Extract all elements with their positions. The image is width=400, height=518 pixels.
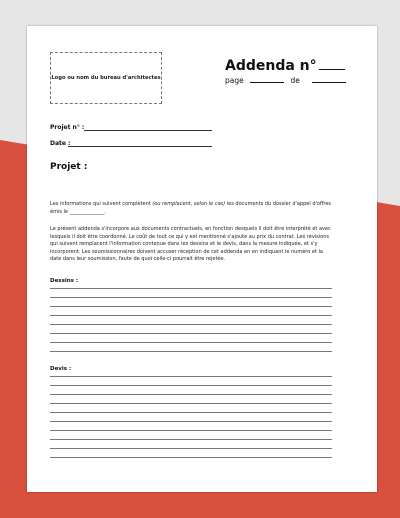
page-label: page [225, 76, 244, 85]
projet-number-label: Projet n° : [50, 124, 85, 131]
addenda-title-text: Addenda n° [225, 58, 317, 74]
devis-label: Devis : [50, 366, 72, 372]
addenda-title [225, 58, 345, 74]
projet-number-row [50, 124, 84, 131]
intro-text-part1: Les informations qui suivent complètent [50, 201, 153, 207]
conditions-paragraph: Le présent addenda s'incorpore aux documents contractuels, en fonction desquels il doit être interprété et avec lesquels il doit être coordonné. Le coût de tout ce qui y est mentionné s'ajoute au prix du contrat. Les révisions qui suivent remplacent l'information contenue dans les dessins et le devis, dans la mesure indiquée, et s'y incorporent. Les soumissionnaires doivent accuser réception de cet addenda en en indiquant le numéro et la date dans leur soumission, faute de quoi celle-ci pourrait être rejetée. [50, 226, 331, 263]
intro-text-italic: (ou remplacent, selon le cas) [152, 201, 226, 207]
projet-number-field[interactable] [84, 130, 212, 131]
date-field[interactable] [68, 146, 212, 147]
addenda-form-page [27, 26, 377, 492]
projet-heading: Projet : [50, 162, 88, 172]
page-numbering [225, 76, 346, 85]
date-label: Date : [50, 140, 71, 147]
dessins-label: Dessins : [50, 278, 79, 284]
page-number-field[interactable] [250, 76, 284, 83]
date-row [50, 140, 70, 147]
intro-paragraph [50, 201, 334, 216]
logo-placeholder-text: Logo ou nom du bureau d'architectes [51, 75, 161, 81]
intro-text-part2: les documents du dossier d'appel d'offres émis le ______________. [50, 201, 332, 215]
logo-placeholder[interactable] [50, 52, 162, 104]
addenda-number-field[interactable] [319, 58, 345, 70]
de-label: de [290, 76, 300, 85]
page-total-field[interactable] [312, 76, 346, 83]
